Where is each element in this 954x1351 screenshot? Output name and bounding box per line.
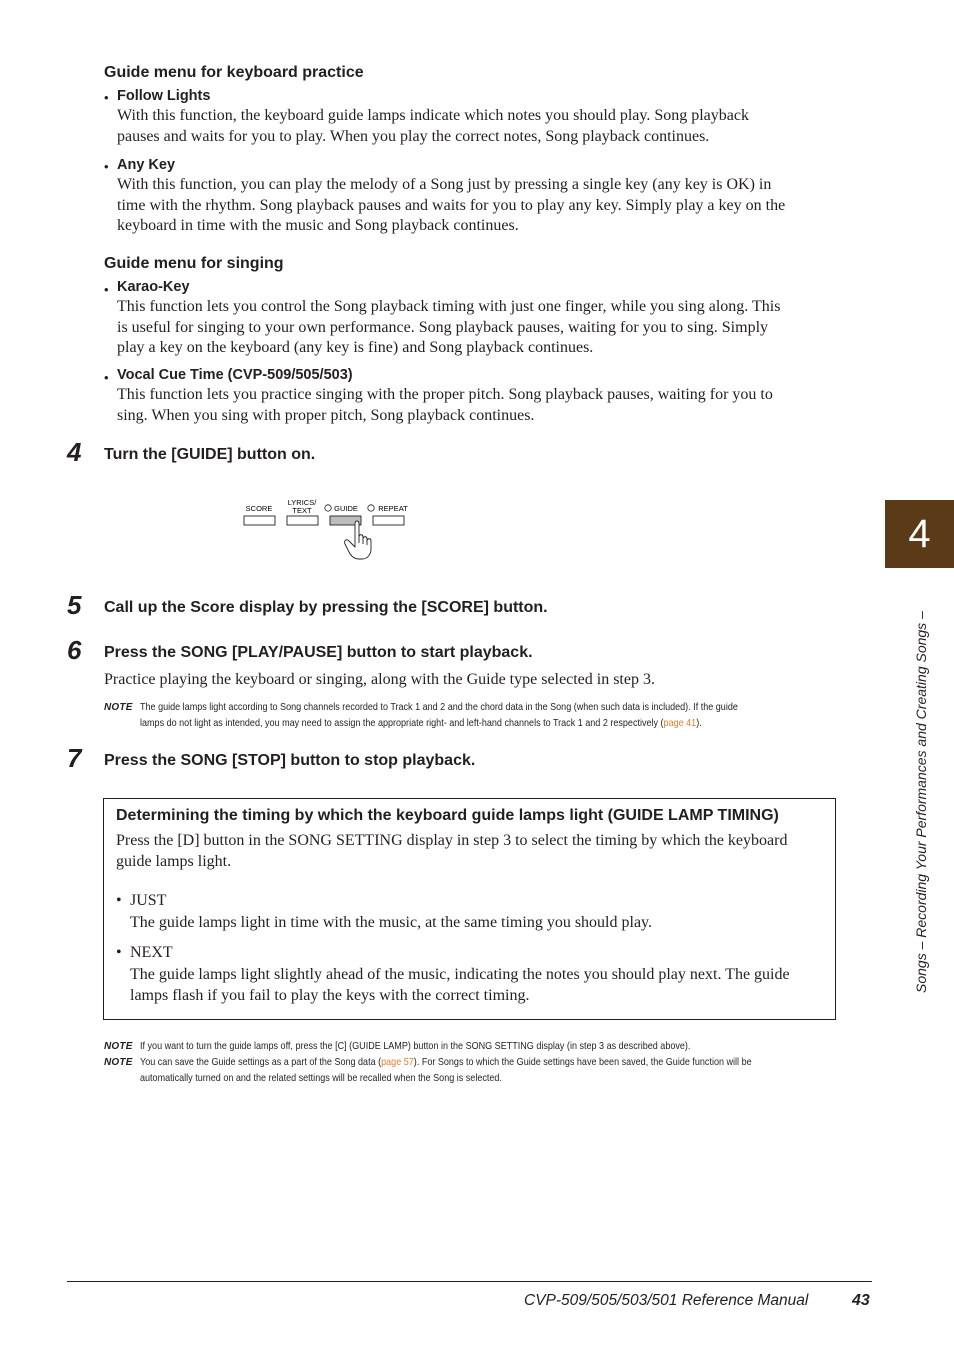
pointing-hand-icon [344,521,371,559]
heading-singing: Guide menu for singing [104,255,284,272]
item-body-karao-key: This function lets you control the Song playback timing with just one finger, while you sing along. This is useful for singing to your own performance. Song playback pauses, waiting for you to sing. Simply play a key on the keyboard (any key is fine) and Song playback continues. [117,298,781,356]
step-number-4: 4 [67,437,82,467]
repeat-lamp-icon [368,505,374,511]
step-text-5: Call up the Score display by pressing the [SCORE] button. [104,599,548,616]
lyrics-button-label-line2: TEXT [292,506,312,515]
step-number-5: 5 [67,590,82,620]
item-title-next: NEXT [130,944,173,961]
bullet-any-key: • [104,159,109,174]
step-number-6: 6 [67,635,82,665]
item-body-next: The guide lamps light slightly ahead of the music, indicating the notes you should play next. The guide lamps flash if you fail to play the keys with the correct timing. [130,966,790,1004]
guide-lamp-icon [325,505,331,511]
item-body-any-key: With this function, you can play the melody of a Song just by pressing a single key (any key is OK) in time with the rhythm. Song playback pauses and waits for you to play any key. Simply play a key on the keyboard in time with the music and Song playback continues. [117,176,786,234]
note-label-step6: NOTE [104,702,133,713]
box-heading: Determining the timing by which the keyboard guide lamps light (GUIDE LAMP TIMING) [116,807,779,824]
item-title-vocal-cue-time: Vocal Cue Time (CVP-509/505/503) [117,367,353,383]
chapter-tab[interactable]: 4 [885,500,954,568]
repeat-button-shape [373,516,404,525]
step-text-7: Press the SONG [STOP] button to stop playback. [104,752,476,769]
heading-keyboard-practice: Guide menu for keyboard practice [104,64,364,81]
step-number-7: 7 [67,743,82,773]
lyrics-text-button-shape [287,516,318,525]
note-text-step6: The guide lamps light according to Song channels recorded to Track 1 and 2 and the chord data in the Song (when such data is included). If the guide lamps do not light as intended, you may need to assign the appropriate right- and left-hand channels to Track 1 and 2 respectively (page 41). [140,701,738,729]
panel-buttons-illustration [238,495,418,565]
item-title-karao-key: Karao-Key [117,279,190,295]
footer-divider [67,1281,872,1282]
bullet-next: • [116,944,122,961]
item-body-just: The guide lamps light in time with the music, at the same timing you should play. [130,914,652,931]
box-intro: Press the [D] button in the SONG SETTING display in step 3 to select the timing by which the keyboard guide lamps light. [116,832,788,870]
note-text-2: You can save the Guide settings as a part of the Song data (page 57). For Songs to which the Guide settings have been saved, the Guide function will be automatically turned on and the related settings will be recalled when the Song is selected. [140,1056,752,1084]
chapter-side-title: Songs – Recording Your Performances and Creating Songs – [913,611,929,993]
item-title-any-key: Any Key [117,157,176,173]
step-6-body: Practice playing the keyboard or singing, along with the Guide type selected in step 3. [104,671,655,688]
item-title-just: JUST [130,892,167,909]
note-text-1: If you want to turn the guide lamps off, press the [C] (GUIDE LAMP) button in the SONG SETTING display (in step 3 as described above). [140,1040,691,1052]
item-body-vocal-cue-time: This function lets you practice singing with the proper pitch. Song playback pauses, waiting for you to sing. When you sing with proper pitch, Song playback continues. [117,386,773,424]
page-number: 43 [852,1292,870,1309]
page-41-link[interactable]: page 41 [663,717,697,729]
guide-button-label: GUIDE [334,504,358,513]
lyrics-button-label-line1: LYRICS/ [287,498,317,507]
step-text-4: Turn the [GUIDE] button on. [104,446,316,463]
item-body-follow-lights: With this function, the keyboard guide lamps indicate which notes you should play. Song playback pauses and waits for you to play. When you play the correct notes, Song playback continues. [117,107,749,145]
repeat-button-label: REPEAT [378,504,408,513]
item-title-follow-lights: Follow Lights [117,88,211,104]
score-button-label: SCORE [245,504,273,513]
note-label-2: NOTE [104,1057,133,1068]
bullet-follow-lights: • [104,90,109,105]
step-text-6: Press the SONG [PLAY/PAUSE] button to start playback. [104,644,533,661]
score-button-shape [244,516,275,525]
page-57-link[interactable]: page 57 [381,1056,414,1068]
bullet-just: • [116,892,122,909]
bullet-vocal-cue-time: • [104,370,109,385]
footer-manual-title: CVP-509/505/503/501 Reference Manual [524,1292,809,1309]
note-label-1: NOTE [104,1041,133,1052]
bullet-karao-key: • [104,282,109,297]
guide-lamp-timing-box [103,798,836,1020]
